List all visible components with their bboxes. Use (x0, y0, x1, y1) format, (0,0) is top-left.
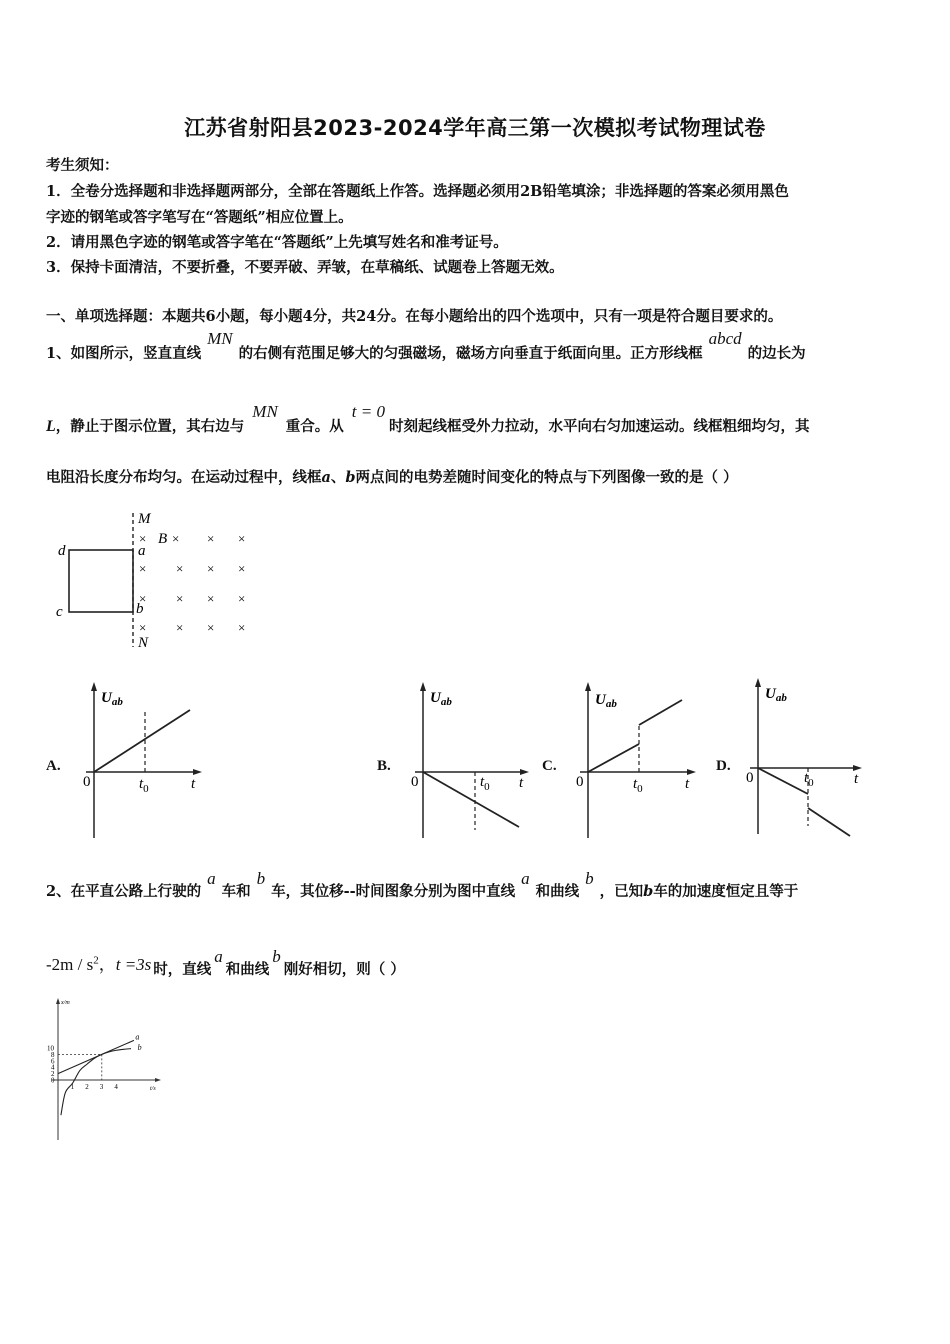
var-a: a (207, 869, 216, 888)
notice-item-3: 3．保持卡面清洁，不要折叠，不要弄破、弄皱，在草稿纸、试题卷上答题无效。 (46, 259, 564, 276)
option-graph-c[interactable] (572, 680, 702, 845)
svg-text:Uab: $U_{ab}$ (765, 686, 787, 704)
q2-text: 和曲线 (535, 883, 580, 900)
var-b: b (256, 869, 266, 888)
chart-series (58, 1040, 134, 1115)
cross-mark: × (139, 561, 147, 576)
math-t-zero: t = 0 (351, 402, 385, 421)
q2-text: 车和 (221, 883, 251, 900)
q1-text: ，静止于图示位置，其右边与 (55, 418, 245, 435)
cross-mark: × (139, 591, 147, 606)
svg-text:0: 0 (83, 774, 91, 790)
option-graph-b[interactable] (407, 680, 537, 845)
cross-mark: × (176, 591, 184, 606)
cross-mark: × (176, 561, 184, 576)
option-label-c: C. (542, 758, 557, 774)
y-tick-label: 4 (51, 1063, 55, 1072)
y-tick-label: 2 (51, 1070, 55, 1079)
q1-line-3 (46, 466, 738, 487)
svg-text:t: t (854, 771, 859, 787)
math-mn: MN (207, 329, 233, 348)
option-label-a: A. (46, 758, 61, 774)
svg-text:t0: $t_0$ (633, 776, 643, 795)
notice-item-1b: 字迹的钢笔或答字笔写在“答题纸”相应位置上。 (46, 209, 353, 226)
square-frame (69, 550, 133, 612)
svg-text:0: 0 (576, 774, 584, 790)
svg-text:t: t (191, 776, 196, 792)
q1-text: 时刻起线框受外力拉动，水平向右匀加速运动。线框粗细均匀，其 (388, 418, 810, 435)
notice-item-2: 2．请用黑色字迹的钢笔或答字笔在“答题纸”上先填写姓名和准考证号。 (46, 234, 508, 251)
q1-text: 电阻沿长度分布均匀。在运动过程中，线框 (46, 469, 322, 486)
page-title: 江苏省射阳县2023-2024学年高三第一次模拟考试物理试卷 (184, 116, 766, 140)
q2-text: 2、在平直公路上行驶的 (46, 883, 202, 900)
x-axis-arrow (155, 1078, 161, 1082)
cross-mark: × (172, 531, 180, 546)
cross-mark: × (238, 531, 246, 546)
q2-line-1 (46, 869, 799, 901)
field-crosses (139, 531, 245, 635)
y-tick-label: 10 (47, 1044, 54, 1053)
series-b-curve (61, 1049, 131, 1116)
y-tick-label: 0 (51, 1076, 55, 1085)
q2-line-2: $-2m / s^2$，t =3s 时，直线a和曲线b刚好相切，则（ ） (46, 947, 405, 978)
var-a: a (321, 469, 331, 486)
svg-text:0: 0 (411, 774, 419, 790)
q2-text: 时，直线 (153, 961, 212, 978)
series-b-label: b (137, 1043, 142, 1053)
label-d: d (58, 543, 66, 559)
position-time-chart (40, 995, 170, 1145)
x-tick-label: 4 (114, 1083, 118, 1091)
label-field-b: B (158, 531, 168, 547)
label-a: a (138, 543, 146, 559)
x-tick-label: 1 (70, 1083, 75, 1091)
option-label-b: B. (377, 758, 391, 774)
svg-text:t: t (519, 775, 524, 791)
cross-mark: × (139, 531, 147, 546)
svg-text:Uab: $U_{ab}$ (595, 692, 617, 710)
x-tick-label: 2 (85, 1083, 89, 1091)
cross-mark: × (238, 591, 246, 606)
option-label-d: D. (716, 758, 731, 774)
var-b: b (345, 469, 356, 486)
cross-mark: × (139, 620, 147, 635)
label-m: M (138, 511, 151, 527)
var-b-3: b (643, 883, 654, 900)
q1-text: 1、如图所示，竖直直线 (46, 345, 202, 362)
q1-text: 两点间的电势差随时间变化的特点与下列图像一致的是（ ） (355, 469, 738, 486)
svg-text:t: t (685, 776, 690, 792)
x-axis-label: t/s (150, 1086, 156, 1092)
q1-text: 的边长为 (747, 345, 806, 362)
q2-text: 车的加速度恒定且等于 (653, 883, 799, 900)
y-tick-label: 6 (51, 1057, 55, 1066)
cross-mark: × (207, 531, 215, 546)
svg-text:0: 0 (746, 770, 754, 786)
svg-text:t0: $t_0$ (480, 774, 490, 793)
option-graph-d[interactable] (742, 676, 872, 841)
section-heading: 一、单项选择题：本题共6小题，每小题4分，共24分。在每小题给出的四个选项中，只有一项是符合题目要求的。 (46, 308, 783, 325)
svg-text:t0: $t_0$ (139, 776, 149, 795)
math-mn-2: MN (252, 402, 278, 421)
svg-text:Uab: $U_{ab}$ (430, 690, 452, 708)
var-a-2: a (521, 869, 530, 888)
notice-heading: 考生须知： (46, 157, 119, 174)
q1-text: 重合。从 (285, 418, 344, 435)
cross-mark: × (238, 620, 246, 635)
math-t3: t =3s (115, 955, 152, 974)
q1-text: 的右侧有范围足够大的匀强磁场，磁场方向垂直于纸面向里。正方形线框 (238, 345, 703, 362)
chart-labels (60, 1000, 156, 1092)
var-a-3: a (214, 947, 223, 966)
series-a-label: a (135, 1032, 140, 1042)
q1-text: 、 (330, 469, 346, 486)
figure-frame-field (48, 505, 278, 655)
math-abcd: abcd (708, 329, 742, 348)
label-b: b (136, 601, 144, 617)
cross-mark: × (207, 561, 215, 576)
y-axis-label: x/m (61, 1000, 70, 1006)
math-accel: $-2m / s^2$ (46, 954, 99, 974)
q2-text: 和曲线 (225, 961, 270, 978)
q2-text: 刚好相切，则（ ） (283, 961, 405, 978)
label-c: c (56, 604, 63, 620)
svg-text:Uab: $U_{ab}$ (101, 690, 123, 708)
q2-text: 车，其位移--时间图象分别为图中直线 (271, 883, 516, 900)
cross-mark: × (238, 561, 246, 576)
svg-text:t0: $t_0$ (804, 770, 814, 789)
var-l: L (46, 418, 56, 435)
x-tick-label: 3 (99, 1083, 104, 1091)
y-tick-label: 8 (51, 1050, 55, 1059)
cross-mark: × (207, 591, 215, 606)
y-axis-arrow (56, 998, 60, 1004)
label-n: N (138, 635, 149, 651)
option-graph-a[interactable] (78, 680, 208, 845)
var-b-4: b (272, 947, 281, 966)
cross-mark: × (176, 620, 184, 635)
q1-line-1 (46, 329, 806, 363)
q2-text: ，已知 (599, 883, 644, 900)
var-b-2: b (585, 869, 594, 888)
cross-mark: × (207, 620, 215, 635)
q1-line-2 (46, 402, 810, 436)
notice-item-1: 1．全卷分选择题和非选择题两部分，全部在答题纸上作答。选择题必须用2B铅笔填涂；非选择题的答案必须用黑色 (46, 183, 789, 200)
